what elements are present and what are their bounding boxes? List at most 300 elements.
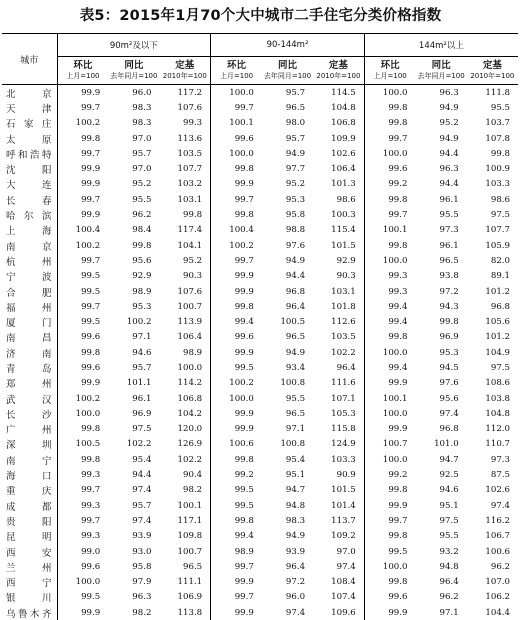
index-value: 106.4 <box>313 161 364 176</box>
index-value: 97.9 <box>108 575 159 590</box>
index-value: 113.6 <box>159 131 210 146</box>
index-value: 117.4 <box>159 223 210 238</box>
index-value: 97.1 <box>262 422 313 437</box>
city-name: 济南 <box>2 345 57 360</box>
index-value: 100.2 <box>57 391 108 406</box>
table-row <box>2 314 518 329</box>
index-value: 99.5 <box>57 284 108 299</box>
index-value: 96.2 <box>108 207 159 222</box>
index-value: 97.4 <box>313 559 364 574</box>
index-value: 96.2 <box>415 590 466 605</box>
index-value: 100.5 <box>262 314 313 329</box>
index-value: 99.9 <box>364 605 415 620</box>
index-value: 96.3 <box>415 85 466 101</box>
city-name: 北京 <box>2 85 57 101</box>
table-row <box>2 590 518 605</box>
table-row <box>2 422 518 437</box>
index-value: 99.9 <box>364 422 415 437</box>
index-value: 99.7 <box>211 590 262 605</box>
index-value: 99.9 <box>57 376 108 391</box>
index-value: 99.7 <box>211 192 262 207</box>
index-value: 117.2 <box>159 85 210 101</box>
index-value: 100.4 <box>211 223 262 238</box>
index-value: 95.1 <box>415 498 466 513</box>
index-value: 93.2 <box>415 544 466 559</box>
index-value: 102.6 <box>313 146 364 161</box>
index-value: 100.0 <box>364 345 415 360</box>
index-value: 96.0 <box>262 590 313 605</box>
city-name: 乌鲁木齐 <box>2 605 57 620</box>
index-value: 100.2 <box>211 238 262 253</box>
index-value: 98.9 <box>211 544 262 559</box>
sub-header-base: 定基 2010年=100 <box>467 57 518 85</box>
index-value: 99.7 <box>211 559 262 574</box>
sub-header-yoy: 同比 去年同月=100 <box>415 57 466 85</box>
index-value: 106.8 <box>313 116 364 131</box>
city-name: 海口 <box>2 467 57 482</box>
city-name: 福州 <box>2 299 57 314</box>
index-value: 96.8 <box>415 422 466 437</box>
index-value: 96.1 <box>415 192 466 207</box>
index-value: 97.5 <box>467 360 518 375</box>
index-value: 99.8 <box>57 345 108 360</box>
sub-header-mom: 环比 上月=100 <box>364 57 415 85</box>
index-value: 94.7 <box>415 452 466 467</box>
index-value: 95.7 <box>108 146 159 161</box>
index-value: 99.9 <box>211 422 262 437</box>
city-name: 南宁 <box>2 452 57 467</box>
index-value: 105.9 <box>467 238 518 253</box>
index-value: 100.0 <box>364 406 415 421</box>
city-name: 深圳 <box>2 437 57 452</box>
index-value: 100.1 <box>364 391 415 406</box>
table-row <box>2 85 518 101</box>
index-value: 96.9 <box>415 330 466 345</box>
index-value: 99.7 <box>211 100 262 115</box>
city-name: 南京 <box>2 238 57 253</box>
index-value: 100.0 <box>211 85 262 101</box>
city-name: 大连 <box>2 177 57 192</box>
index-value: 101.0 <box>415 437 466 452</box>
index-value: 100.1 <box>159 498 210 513</box>
city-name: 厦门 <box>2 314 57 329</box>
index-value: 99.2 <box>211 467 262 482</box>
index-value: 95.3 <box>108 299 159 314</box>
index-value: 99.9 <box>211 177 262 192</box>
table-row <box>2 161 518 176</box>
index-value: 99.4 <box>211 529 262 544</box>
table-row <box>2 330 518 345</box>
index-value: 106.9 <box>159 590 210 605</box>
index-value: 113.8 <box>159 605 210 620</box>
index-value: 104.9 <box>467 345 518 360</box>
table-body <box>2 85 518 620</box>
index-value: 99.8 <box>57 452 108 467</box>
index-value: 96.3 <box>108 590 159 605</box>
index-value: 101.3 <box>313 177 364 192</box>
index-value: 100.0 <box>364 559 415 574</box>
sub-header-mom: 环比 上月=100 <box>211 57 262 85</box>
index-value: 100.4 <box>57 223 108 238</box>
index-value: 95.4 <box>108 452 159 467</box>
index-value: 98.6 <box>313 192 364 207</box>
index-value: 100.2 <box>108 314 159 329</box>
index-value: 102.2 <box>313 345 364 360</box>
index-value: 100.7 <box>159 544 210 559</box>
index-value: 99.6 <box>57 559 108 574</box>
index-value: 99.4 <box>211 314 262 329</box>
index-value: 99.9 <box>57 605 108 620</box>
table-row <box>2 253 518 268</box>
index-value: 95.8 <box>262 207 313 222</box>
index-value: 107.6 <box>159 100 210 115</box>
index-value: 94.4 <box>262 269 313 284</box>
index-value: 101.2 <box>467 284 518 299</box>
index-value: 94.5 <box>415 360 466 375</box>
index-value: 107.1 <box>313 391 364 406</box>
index-value: 99.6 <box>364 590 415 605</box>
index-value: 103.3 <box>313 452 364 467</box>
index-value: 111.6 <box>313 376 364 391</box>
index-value: 99.5 <box>364 544 415 559</box>
group-header-small: 90m²及以下 <box>57 34 211 57</box>
table-row <box>2 269 518 284</box>
index-value: 105.6 <box>467 314 518 329</box>
index-value: 99.3 <box>57 467 108 482</box>
index-value: 99.9 <box>211 269 262 284</box>
index-value: 95.6 <box>415 391 466 406</box>
index-value: 97.3 <box>415 223 466 238</box>
index-value: 107.7 <box>159 161 210 176</box>
city-name: 西安 <box>2 544 57 559</box>
index-value: 94.9 <box>415 131 466 146</box>
index-value: 99.7 <box>364 131 415 146</box>
index-value: 97.6 <box>415 376 466 391</box>
index-value: 99.8 <box>364 192 415 207</box>
index-value: 99.8 <box>211 299 262 314</box>
index-value: 97.4 <box>108 483 159 498</box>
index-value: 95.5 <box>262 391 313 406</box>
table-title: 表5：2015年1月70个大中城市二手住宅分类价格指数 <box>0 4 521 25</box>
index-value: 93.9 <box>108 529 159 544</box>
index-value: 99.5 <box>57 269 108 284</box>
index-value: 99.9 <box>211 345 262 360</box>
index-value: 82.0 <box>467 253 518 268</box>
index-value: 124.9 <box>313 437 364 452</box>
index-value: 98.3 <box>108 116 159 131</box>
table-row <box>2 299 518 314</box>
city-name: 西宁 <box>2 575 57 590</box>
index-value: 99.6 <box>211 330 262 345</box>
city-name: 青岛 <box>2 360 57 375</box>
city-name: 武汉 <box>2 391 57 406</box>
index-value: 99.8 <box>159 207 210 222</box>
index-value: 96.0 <box>108 85 159 101</box>
index-value: 94.4 <box>415 146 466 161</box>
index-value: 99.7 <box>364 207 415 222</box>
index-value: 99.6 <box>211 131 262 146</box>
table-row <box>2 192 518 207</box>
index-value: 96.8 <box>467 299 518 314</box>
city-name: 长春 <box>2 192 57 207</box>
table-row <box>2 100 518 115</box>
index-value: 99.8 <box>211 207 262 222</box>
index-value: 99.8 <box>211 513 262 528</box>
index-value: 106.2 <box>467 590 518 605</box>
index-value: 99.9 <box>364 376 415 391</box>
index-value: 90.9 <box>313 467 364 482</box>
table-row <box>2 529 518 544</box>
index-value: 97.6 <box>262 238 313 253</box>
index-value: 99.5 <box>57 314 108 329</box>
index-value: 98.9 <box>159 345 210 360</box>
index-value: 106.7 <box>467 529 518 544</box>
index-value: 99.5 <box>57 590 108 605</box>
city-name: 上海 <box>2 223 57 238</box>
index-value: 99.9 <box>57 177 108 192</box>
index-value: 100.8 <box>262 376 313 391</box>
city-name: 银川 <box>2 590 57 605</box>
index-value: 94.6 <box>108 345 159 360</box>
index-value: 103.1 <box>159 192 210 207</box>
index-value: 103.5 <box>159 146 210 161</box>
index-value: 98.3 <box>108 100 159 115</box>
table-row <box>2 146 518 161</box>
index-value: 90.4 <box>159 467 210 482</box>
index-value: 114.2 <box>159 376 210 391</box>
index-value: 100.0 <box>159 360 210 375</box>
index-value: 102.2 <box>159 452 210 467</box>
city-name: 天津 <box>2 100 57 115</box>
index-value: 100.3 <box>313 207 364 222</box>
index-value: 98.9 <box>108 284 159 299</box>
index-value: 103.3 <box>467 177 518 192</box>
table-row <box>2 513 518 528</box>
index-value: 99.8 <box>415 314 466 329</box>
table-row <box>2 605 518 620</box>
index-value: 105.3 <box>313 406 364 421</box>
index-value: 95.7 <box>262 131 313 146</box>
index-value: 97.2 <box>262 575 313 590</box>
sub-header-base: 定基 2010年=100 <box>313 57 364 85</box>
city-name: 郑州 <box>2 376 57 391</box>
index-value: 96.5 <box>159 559 210 574</box>
city-name: 南昌 <box>2 330 57 345</box>
table-row <box>2 360 518 375</box>
group-header-large: 144m²以上 <box>364 34 518 57</box>
index-value: 96.3 <box>415 161 466 176</box>
index-value: 112.0 <box>467 422 518 437</box>
index-value: 111.8 <box>467 85 518 101</box>
index-value: 89.1 <box>467 269 518 284</box>
sub-header-mom: 环比 上月=100 <box>57 57 108 85</box>
index-value: 100.0 <box>57 575 108 590</box>
index-value: 113.7 <box>313 513 364 528</box>
index-value: 99.3 <box>57 529 108 544</box>
table-row <box>2 345 518 360</box>
index-value: 94.8 <box>415 559 466 574</box>
index-value: 113.9 <box>159 314 210 329</box>
index-value: 95.3 <box>262 192 313 207</box>
index-value: 116.2 <box>467 513 518 528</box>
table-row <box>2 437 518 452</box>
city-name: 贵阳 <box>2 513 57 528</box>
index-value: 94.9 <box>262 146 313 161</box>
index-value: 87.5 <box>467 467 518 482</box>
index-value: 90.3 <box>159 269 210 284</box>
city-name: 长沙 <box>2 406 57 421</box>
index-value: 114.5 <box>313 85 364 101</box>
index-value: 96.5 <box>262 406 313 421</box>
index-value: 95.7 <box>108 360 159 375</box>
index-value: 110.7 <box>467 437 518 452</box>
index-value: 99.8 <box>211 452 262 467</box>
index-value: 107.7 <box>467 223 518 238</box>
index-value: 92.9 <box>313 253 364 268</box>
index-value: 97.4 <box>415 406 466 421</box>
index-value: 100.7 <box>159 299 210 314</box>
index-value: 94.9 <box>262 529 313 544</box>
index-value: 99.7 <box>57 299 108 314</box>
index-value: 96.9 <box>108 406 159 421</box>
city-name: 石家庄 <box>2 116 57 131</box>
index-value: 99.4 <box>364 360 415 375</box>
city-name: 兰州 <box>2 559 57 574</box>
index-value: 96.5 <box>262 330 313 345</box>
index-value: 109.9 <box>313 131 364 146</box>
index-value: 97.0 <box>313 544 364 559</box>
index-value: 103.8 <box>467 391 518 406</box>
city-name: 哈尔滨 <box>2 207 57 222</box>
index-value: 100.0 <box>211 146 262 161</box>
index-value: 93.9 <box>262 544 313 559</box>
index-value: 98.3 <box>262 513 313 528</box>
index-value: 97.4 <box>467 498 518 513</box>
table-row <box>2 467 518 482</box>
city-name: 宁波 <box>2 269 57 284</box>
index-value: 99.8 <box>364 483 415 498</box>
index-value: 95.7 <box>262 85 313 101</box>
index-value: 92.9 <box>108 269 159 284</box>
index-value: 97.3 <box>467 452 518 467</box>
city-name: 太原 <box>2 131 57 146</box>
index-value: 100.6 <box>211 437 262 452</box>
index-value: 92.5 <box>415 467 466 482</box>
index-value: 102.2 <box>108 437 159 452</box>
index-value: 99.7 <box>57 513 108 528</box>
index-value: 97.5 <box>108 422 159 437</box>
city-name: 成都 <box>2 498 57 513</box>
index-value: 115.8 <box>313 422 364 437</box>
index-value: 99.9 <box>57 161 108 176</box>
index-value: 99.9 <box>211 406 262 421</box>
index-value: 109.8 <box>159 529 210 544</box>
index-value: 97.0 <box>108 161 159 176</box>
index-value: 93.0 <box>108 544 159 559</box>
group-header-medium: 90-144m² <box>211 34 365 57</box>
index-value: 117.1 <box>159 513 210 528</box>
index-value: 94.4 <box>108 467 159 482</box>
sub-header-row <box>2 57 518 85</box>
index-value: 101.1 <box>108 376 159 391</box>
index-value: 99.6 <box>57 330 108 345</box>
index-value: 107.0 <box>467 575 518 590</box>
index-value: 102.6 <box>467 483 518 498</box>
index-value: 99.3 <box>364 269 415 284</box>
index-value: 98.6 <box>467 192 518 207</box>
index-value: 115.4 <box>313 223 364 238</box>
index-value: 99.8 <box>364 116 415 131</box>
index-value: 100.0 <box>364 452 415 467</box>
index-value: 99.4 <box>364 299 415 314</box>
index-value: 99.8 <box>57 131 108 146</box>
city-column-header: 城市 <box>2 34 57 85</box>
index-value: 95.8 <box>108 559 159 574</box>
index-value: 99.2 <box>364 467 415 482</box>
index-value: 99.8 <box>57 422 108 437</box>
table-row <box>2 406 518 421</box>
index-value: 98.2 <box>159 483 210 498</box>
table-row <box>2 116 518 131</box>
city-name: 广州 <box>2 422 57 437</box>
index-value: 101.5 <box>313 483 364 498</box>
index-value: 111.1 <box>159 575 210 590</box>
table-row <box>2 238 518 253</box>
index-value: 99.9 <box>57 85 108 101</box>
index-value: 109.6 <box>313 605 364 620</box>
index-value: 99.7 <box>57 483 108 498</box>
index-value: 95.5 <box>415 207 466 222</box>
index-value: 100.0 <box>364 146 415 161</box>
table-row <box>2 177 518 192</box>
index-value: 99.3 <box>57 498 108 513</box>
index-value: 96.4 <box>262 559 313 574</box>
index-value: 107.6 <box>159 284 210 299</box>
index-value: 108.4 <box>313 575 364 590</box>
table-row <box>2 483 518 498</box>
index-value: 99.8 <box>364 575 415 590</box>
index-value: 107.8 <box>467 131 518 146</box>
index-value: 95.2 <box>262 177 313 192</box>
index-value: 100.0 <box>211 391 262 406</box>
table-row <box>2 575 518 590</box>
index-value: 97.5 <box>415 513 466 528</box>
index-value: 101.2 <box>467 330 518 345</box>
index-value: 99.5 <box>211 483 262 498</box>
index-value: 99.0 <box>57 544 108 559</box>
index-value: 103.2 <box>159 177 210 192</box>
index-value: 95.2 <box>159 253 210 268</box>
index-value: 95.1 <box>262 467 313 482</box>
index-value: 99.7 <box>57 253 108 268</box>
index-value: 100.2 <box>211 376 262 391</box>
index-value: 99.7 <box>364 513 415 528</box>
index-value: 100.6 <box>467 544 518 559</box>
table-row <box>2 544 518 559</box>
index-value: 97.0 <box>108 131 159 146</box>
index-value: 98.2 <box>108 605 159 620</box>
table-row <box>2 284 518 299</box>
index-value: 97.5 <box>467 207 518 222</box>
index-value: 99.9 <box>364 498 415 513</box>
index-value: 104.4 <box>467 605 518 620</box>
index-value: 100.0 <box>364 85 415 101</box>
index-value: 99.6 <box>364 161 415 176</box>
index-value: 99.3 <box>364 284 415 299</box>
index-value: 94.3 <box>415 299 466 314</box>
index-value: 100.0 <box>57 406 108 421</box>
index-value: 107.4 <box>313 590 364 605</box>
